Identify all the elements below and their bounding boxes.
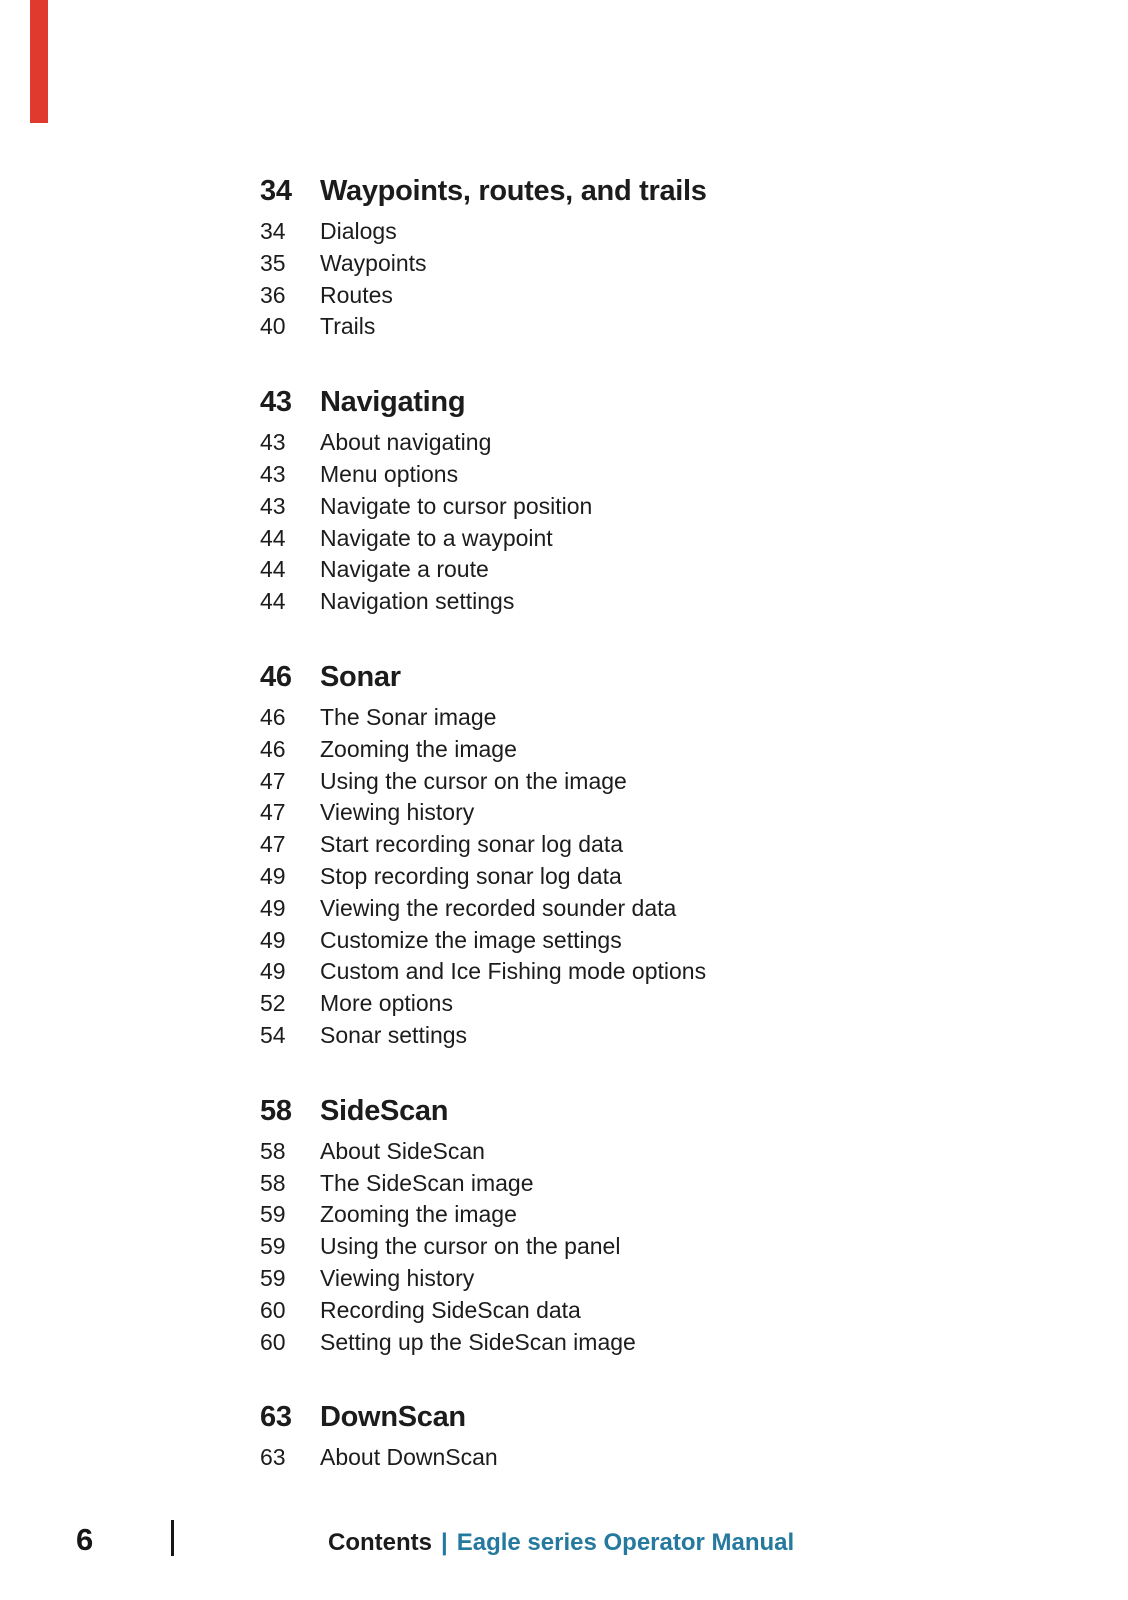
- toc-section: [260, 172, 980, 343]
- toc-entry: [260, 1136, 980, 1168]
- toc-section-heading: [260, 383, 980, 421]
- toc-entry-page-number: 59: [260, 1233, 286, 1260]
- toc-section-heading: [260, 1092, 980, 1130]
- toc-entry-page-number: 58: [260, 1169, 286, 1196]
- toc-entry: [260, 459, 980, 491]
- toc-entry-title: Menu options: [320, 460, 459, 487]
- toc-entry-page-number: 49: [260, 926, 286, 953]
- toc-entry: [260, 1442, 980, 1474]
- toc-entry-title: Using the cursor on the image: [320, 767, 627, 794]
- toc-section-title: Waypoints, routes, and trails: [320, 175, 707, 207]
- footer-text: [328, 1529, 794, 1557]
- toc-entry-page-number: 49: [260, 894, 286, 921]
- toc-entry: [260, 523, 980, 555]
- toc-entry: [260, 280, 980, 312]
- toc-section-page-number: 46: [260, 660, 292, 693]
- toc-entry: [260, 554, 980, 586]
- toc-entry-page-number: 52: [260, 990, 286, 1017]
- toc-entry: [260, 766, 980, 798]
- toc-entry-title: Waypoints: [320, 249, 427, 276]
- toc-entry-page-number: 44: [260, 556, 286, 583]
- toc-entry: [260, 861, 980, 893]
- toc-entry: [260, 216, 980, 248]
- toc-entry-title: Viewing the recorded sounder data: [320, 894, 677, 921]
- table-of-contents: [260, 172, 980, 1514]
- toc-section-heading: [260, 1398, 980, 1436]
- toc-entry: [260, 893, 980, 925]
- toc-entry-title: Zooming the image: [320, 1201, 517, 1228]
- toc-section-title: Navigating: [320, 386, 466, 419]
- toc-entry-title: The SideScan image: [320, 1169, 534, 1196]
- toc-section: [260, 383, 980, 618]
- toc-entry-title: Zooming the image: [320, 735, 517, 762]
- toc-entry-title: About SideScan: [320, 1137, 485, 1164]
- toc-section: [260, 1398, 980, 1474]
- toc-entry-page-number: 40: [260, 313, 286, 340]
- toc-section-heading: [260, 658, 980, 696]
- toc-entry-page-number: 47: [260, 831, 286, 858]
- toc-entry-page-number: 46: [260, 703, 286, 730]
- toc-section-heading: [260, 172, 980, 210]
- toc-section-page-number: 43: [260, 386, 292, 419]
- toc-entry-page-number: 43: [260, 492, 286, 519]
- chapter-tab-marker: [30, 0, 48, 123]
- footer-manual-title: Eagle series Operator Manual: [456, 1529, 795, 1556]
- toc-entry: [260, 829, 980, 861]
- toc-section: [260, 658, 980, 1052]
- toc-entry-page-number: 47: [260, 799, 286, 826]
- toc-entry-title: Custom and Ice Fishing mode options: [320, 958, 707, 985]
- toc-entry-title: About DownScan: [320, 1444, 498, 1471]
- toc-entry-page-number: 63: [260, 1444, 286, 1471]
- toc-entry-title: Recording SideScan data: [320, 1296, 581, 1323]
- toc-entry-page-number: 60: [260, 1296, 286, 1323]
- footer-page-number: 6: [76, 1522, 94, 1557]
- toc-entry-page-number: 35: [260, 249, 286, 276]
- toc-entry-page-number: 58: [260, 1137, 286, 1164]
- toc-entry: [260, 988, 980, 1020]
- toc-entry-page-number: 54: [260, 1021, 286, 1048]
- toc-entry-title: Customize the image settings: [320, 926, 622, 953]
- toc-entry-title: Trails: [320, 313, 376, 340]
- toc-entry-page-number: 49: [260, 958, 286, 985]
- toc-entry: [260, 248, 980, 280]
- toc-entry: [260, 797, 980, 829]
- toc-entry: [260, 702, 980, 734]
- toc-entry-page-number: 43: [260, 460, 286, 487]
- toc-section-page-number: 34: [260, 175, 292, 207]
- toc-entry-title: Viewing history: [320, 1264, 475, 1291]
- toc-section-page-number: 58: [260, 1094, 292, 1127]
- toc-entry-page-number: 46: [260, 735, 286, 762]
- toc-entry-page-number: 44: [260, 588, 286, 615]
- toc-entry: [260, 1020, 980, 1052]
- toc-entry-title: Dialogs: [320, 218, 397, 244]
- toc-entry-title: Setting up the SideScan image: [320, 1328, 636, 1355]
- toc-entry-page-number: 59: [260, 1201, 286, 1228]
- toc-entry-page-number: 43: [260, 429, 286, 456]
- toc-section-page-number: 63: [260, 1401, 292, 1434]
- toc-entry-title: Sonar settings: [320, 1021, 468, 1048]
- toc-entry: [260, 1295, 980, 1327]
- toc-section-title: SideScan: [320, 1094, 449, 1127]
- toc-entry: [260, 734, 980, 766]
- toc-entry-page-number: 59: [260, 1264, 286, 1291]
- toc-entry-title: Routes: [320, 281, 393, 308]
- toc-section-title: Sonar: [320, 660, 401, 693]
- toc-entry: [260, 1231, 980, 1263]
- toc-entry: [260, 586, 980, 618]
- toc-entry-page-number: 60: [260, 1328, 286, 1355]
- toc-entry-title: Stop recording sonar log data: [320, 862, 622, 889]
- toc-entry-title: Viewing history: [320, 799, 475, 826]
- footer-contents-label: Contents: [328, 1529, 432, 1556]
- toc-entry-title: Navigate to cursor position: [320, 492, 593, 519]
- toc-entry-page-number: 47: [260, 767, 286, 794]
- toc-entry-title: More options: [320, 990, 453, 1017]
- toc-entry: [260, 925, 980, 957]
- toc-entry: [260, 1327, 980, 1359]
- toc-entry-page-number: 49: [260, 862, 286, 889]
- toc-entry-title: The Sonar image: [320, 703, 497, 730]
- toc-entry-title: Navigation settings: [320, 588, 515, 615]
- toc-entry: [260, 427, 980, 459]
- toc-entry-title: About navigating: [320, 429, 492, 456]
- toc-entry-title: Using the cursor on the panel: [320, 1233, 621, 1260]
- toc-entry-title: Navigate a route: [320, 556, 489, 583]
- toc-entry-page-number: 36: [260, 281, 286, 308]
- footer-divider: [171, 1520, 174, 1556]
- toc-entry-title: Navigate to a waypoint: [320, 524, 553, 551]
- toc-entry: [260, 311, 980, 343]
- toc-entry-page-number: 34: [260, 218, 286, 244]
- toc-section: [260, 1092, 980, 1359]
- toc-entry: [260, 1199, 980, 1231]
- toc-entry: [260, 1168, 980, 1200]
- toc-entry: [260, 491, 980, 523]
- toc-entry: [260, 956, 980, 988]
- toc-section-title: DownScan: [320, 1401, 466, 1434]
- footer-separator: |: [441, 1529, 448, 1556]
- toc-entry-title: Start recording sonar log data: [320, 831, 624, 858]
- toc-entry: [260, 1263, 980, 1295]
- toc-entry-page-number: 44: [260, 524, 286, 551]
